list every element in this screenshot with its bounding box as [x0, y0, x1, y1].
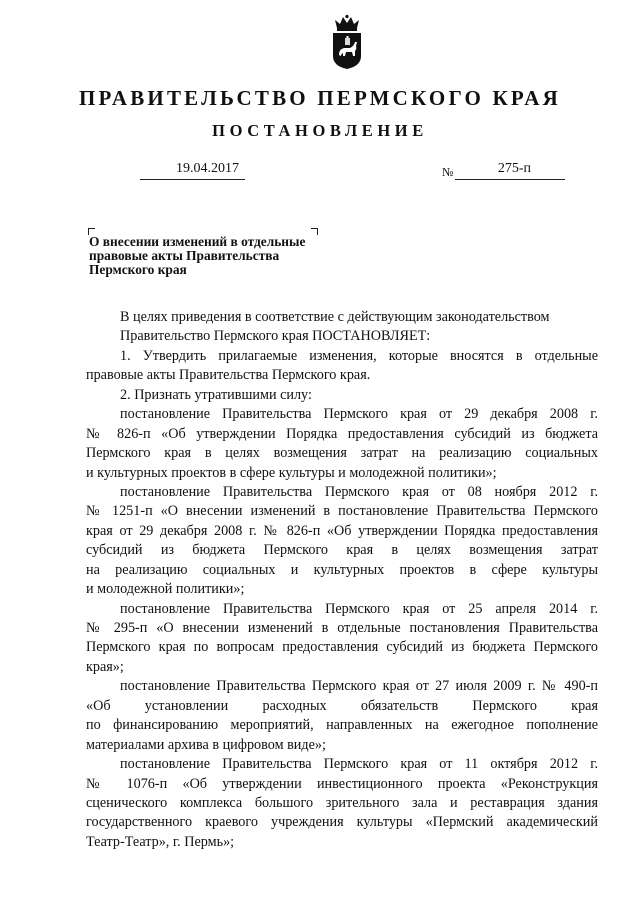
- body-line: Правительство Пермского края ПОСТАНОВЛЯЕТ:: [120, 328, 431, 345]
- body-line: постановление Правительства Пермского края от 27 июля 2009 г. № 490-п: [120, 678, 598, 695]
- body-line: правовые акты Правительства Пермского края.: [86, 367, 371, 384]
- body-line: постановление Правительства Пермского края от 25 апреля 2014 г.: [120, 600, 598, 617]
- body-line: по финансированию мероприятий, направленных на ежегодное пополнение: [86, 717, 598, 734]
- body-line: субсидий из бюджета Пермского края в целях возмещения затрат: [86, 542, 598, 559]
- body-line: Пермского края в целях возмещения затрат на реализацию социальных: [86, 445, 598, 462]
- subject-line: О внесении изменений в отдельные: [89, 234, 306, 249]
- body-line: на реализацию социальных и культурных проектов в сфере культуры: [86, 561, 598, 578]
- document-body: [86, 308, 598, 852]
- body-line: № 826-п «Об утверждении Порядка предоставления субсидий из бюджета: [86, 425, 598, 442]
- body-line: и молодежной политики»;: [86, 581, 245, 598]
- body-line: Пермского края по вопросам предоставления субсидий из бюджета Пермского: [86, 639, 598, 656]
- body-line: «Об установлении расходных обязательств Пермского края: [86, 697, 598, 714]
- body-line: материалами архива в цифровом виде»;: [86, 736, 326, 753]
- document-date: 19.04.2017: [140, 161, 245, 180]
- body-line: В целях приведения в соответствие с действующим законодательством: [120, 309, 550, 325]
- body-line: и культурных проектов в сфере культуры и молодежной политики»;: [86, 464, 497, 481]
- body-line: постановление Правительства Пермского края от 08 ноября 2012 г.: [120, 483, 598, 500]
- body-line: постановление Правительства Пермского края от 11 октября 2012 г.: [120, 756, 598, 773]
- body-line: 2. Признать утратившими силу:: [120, 386, 312, 403]
- government-title: ПРАВИТЕЛЬСТВО ПЕРМСКОГО КРАЯ: [78, 86, 561, 110]
- body-line: № 295-п «О внесении изменений в отдельные постановления Правительства: [86, 620, 598, 636]
- document-type: ПОСТАНОВЛЕНИЕ: [212, 121, 428, 140]
- body-line: постановление Правительства Пермского края от 29 декабря 2008 г.: [120, 406, 598, 423]
- document-number-label: №: [442, 165, 454, 179]
- perm-krai-coat-of-arms-icon: [330, 14, 364, 70]
- document-subject: [89, 235, 349, 277]
- subject-line: Пермского края: [89, 262, 187, 277]
- body-line: Театр-Театр», г. Пермь»;: [86, 833, 235, 850]
- body-line: № 1076-п «Об утверждении инвестиционного проекта «Реконструкция: [86, 775, 598, 792]
- subject-bracket-right: [311, 228, 318, 235]
- subject-line: правовые акты Правительства: [89, 248, 280, 263]
- body-line: № 1251-п «О внесении изменений в постановление Правительства Пермского: [86, 503, 598, 520]
- body-line: государственного краевого учреждения культуры «Пермский академический: [86, 814, 598, 831]
- body-line: края от 29 декабря 2008 г. № 826-п «Об утверждении Порядка предоставления: [86, 522, 598, 539]
- document-number: 275-п: [455, 161, 565, 180]
- body-line: сценического комплекса большого зрительного зала и реставрация здания: [86, 794, 598, 811]
- body-line: 1. Утвердить прилагаемые изменения, которые вносятся в отдельные: [120, 347, 598, 364]
- body-line: края»;: [86, 658, 124, 675]
